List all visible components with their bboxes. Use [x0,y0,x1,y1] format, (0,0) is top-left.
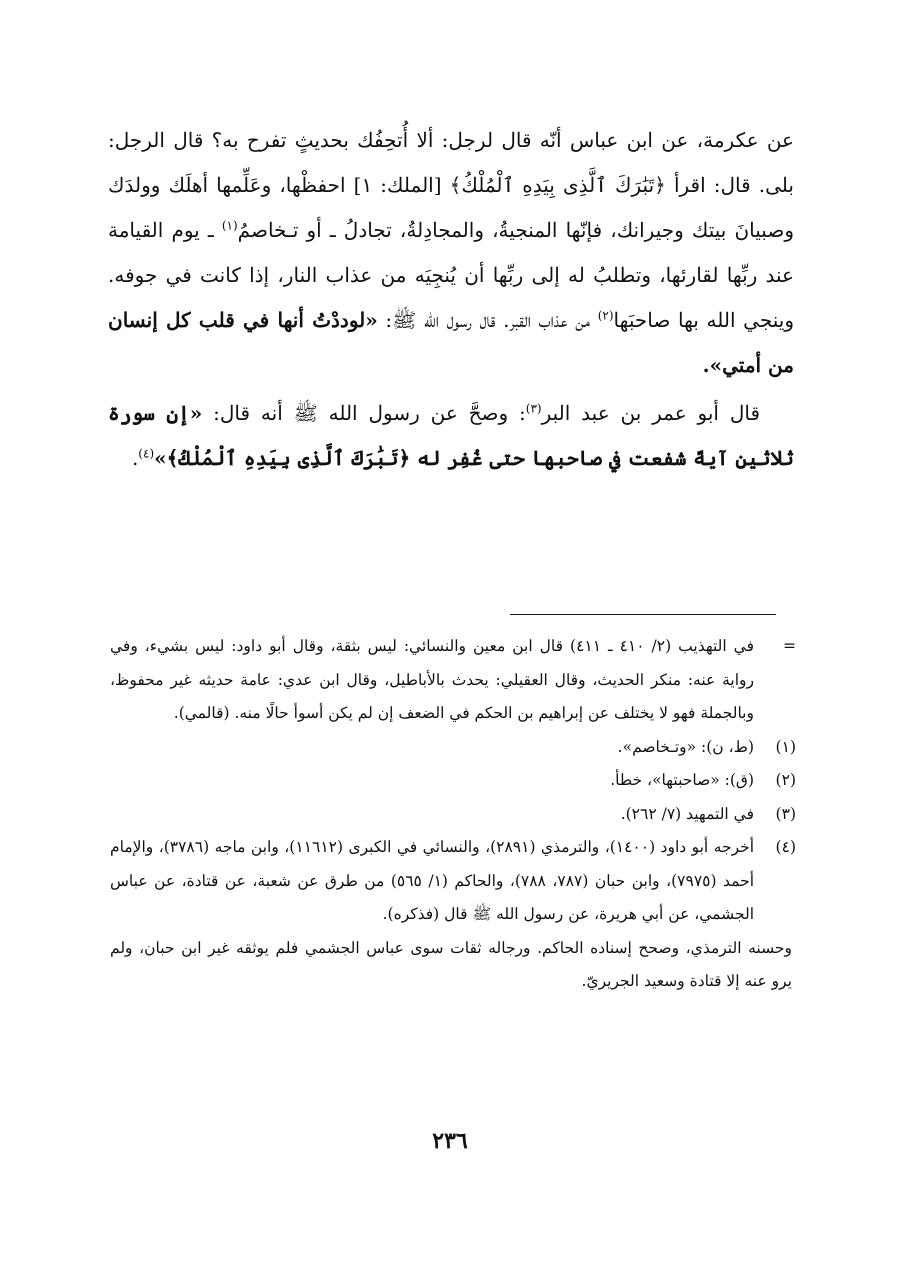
footnote-number: (٤) [775,838,796,856]
main-text [108,118,794,481]
paragraph-text: : وصحَّ عن رسول الله ﷺ أنه قال: [202,401,526,425]
hadith-quote: «إن سورة ثلاثين آيةً شفعت في صاحبها حتى غُفِر له ﴿تَبَٰرَكَ ٱلَّذِى بِيَدِهِ ٱلْمُلْكُ﴾» [108,401,794,470]
footnote-text: (ط، ن): «وتـخاصم». [617,737,754,756]
footnote-text: في التمهيد (٧/ ٢٦٢). [620,804,754,823]
footnote-ref-4: (٤) [138,446,155,461]
footnote-ref-3: (٣) [525,401,542,416]
footnote-number: (١) [775,737,796,756]
footnotes [110,630,796,999]
footnote-3 [110,798,796,832]
hadith-quote: «لوددْتُ أنها في قلب كل إنسان من أمتي». [108,308,794,377]
footnote-number: (٣) [775,804,796,823]
footnote-text: في التهذيب (٢/ ٤١٠ ـ ٤١١) قال ابن معين والنسائي: ليس بثقة، وقال أبو داود: ليس بشيء، وفي رواية عنه: منكر الحديث، وقال العقيلي: يحدث بالأباطيل، وقال ابن عدي: عامة حديثه غير محفوظ، وبالجملة فهو لا يختلف عن إبراهيم بن الحكم في الضعف إن لم يكن أسوأ حالًا منه. (قالمي). [110,637,754,722]
page-number: ٢٣٦ [432,1128,468,1154]
continuation-mark: = [783,637,796,655]
footnote-text: (ق): «صاحبتها»، خطأ. [610,771,754,789]
paragraph-ibn-abd-al-barr [108,391,794,481]
footnote-continuation [110,630,796,731]
paragraph-text: ـ يوم القيامة عند ربِّها لقارئها، وتطلبُ له إلى ربِّها أن يُنجِيَه من عذاب النار، إذا كانت في جوفه. وينجي الله بها صاحبَها [108,218,795,332]
paragraph-text: قال أبو عمر بن عبد البر [541,401,761,425]
paragraph-text: من عذاب القبر. قال رسول الله ﷺ: [377,308,598,332]
paragraph-end: . [131,446,139,470]
footnote-ref-1: (١) [221,218,238,233]
paragraph-ikrima [108,118,794,388]
footnote-1 [110,731,796,765]
footnote-text-extra: وحسنه الترمذي، وصحح إسناده الحاكم. ورجاله ثقات سوى عباس الجشمي فلم يوثقه غير ابن حبان، ولم يرو عنه إلا قتادة وسعيد الجريريّ. [110,938,792,990]
footnote-number: (٢) [775,771,796,789]
footnote-2 [110,764,796,798]
paragraph-text: عن عكرمة، عن ابن عباس أنّه قال لرجل: ألا أُتحِفُك بحديثٍ تفرح به؟ قال الرجل: بلى. قال: اقرأ ﴿تَبَٰرَكَ ٱلَّذِى بِيَدِهِ ٱلْمُلْكُ﴾ [الملك: ١] احفظْها، وعَلِّمها أهلَك وولدَك وصبيانَ بيتك وجيرانك، فإنّها المنجيةُ، والمجادِلةُ، تجادلُ ـ أو تـخاصمُ [108,128,794,242]
footnote-divider [510,614,776,615]
footnote-4 [110,831,796,999]
footnote-text: أخرجه أبو داود (١٤٠٠)، والترمذي (٢٨٩١)، والنسائي في الكبرى (١١٦١٢)، وابن ماجه (٣٧٨٦)، والإمام أحمد (٧٩٧٥)، وابن حبان (٧٨٧، ٧٨٨)، والحاكم (١/ ٥٦٥) من طرق عن شعبة، عن قتادة، عن عباس الجشمي، عن أبي هريرة، عن رسول الله ﷺ قال (فذكره). [110,838,755,923]
footnote-ref-2: (٢) [597,308,614,323]
